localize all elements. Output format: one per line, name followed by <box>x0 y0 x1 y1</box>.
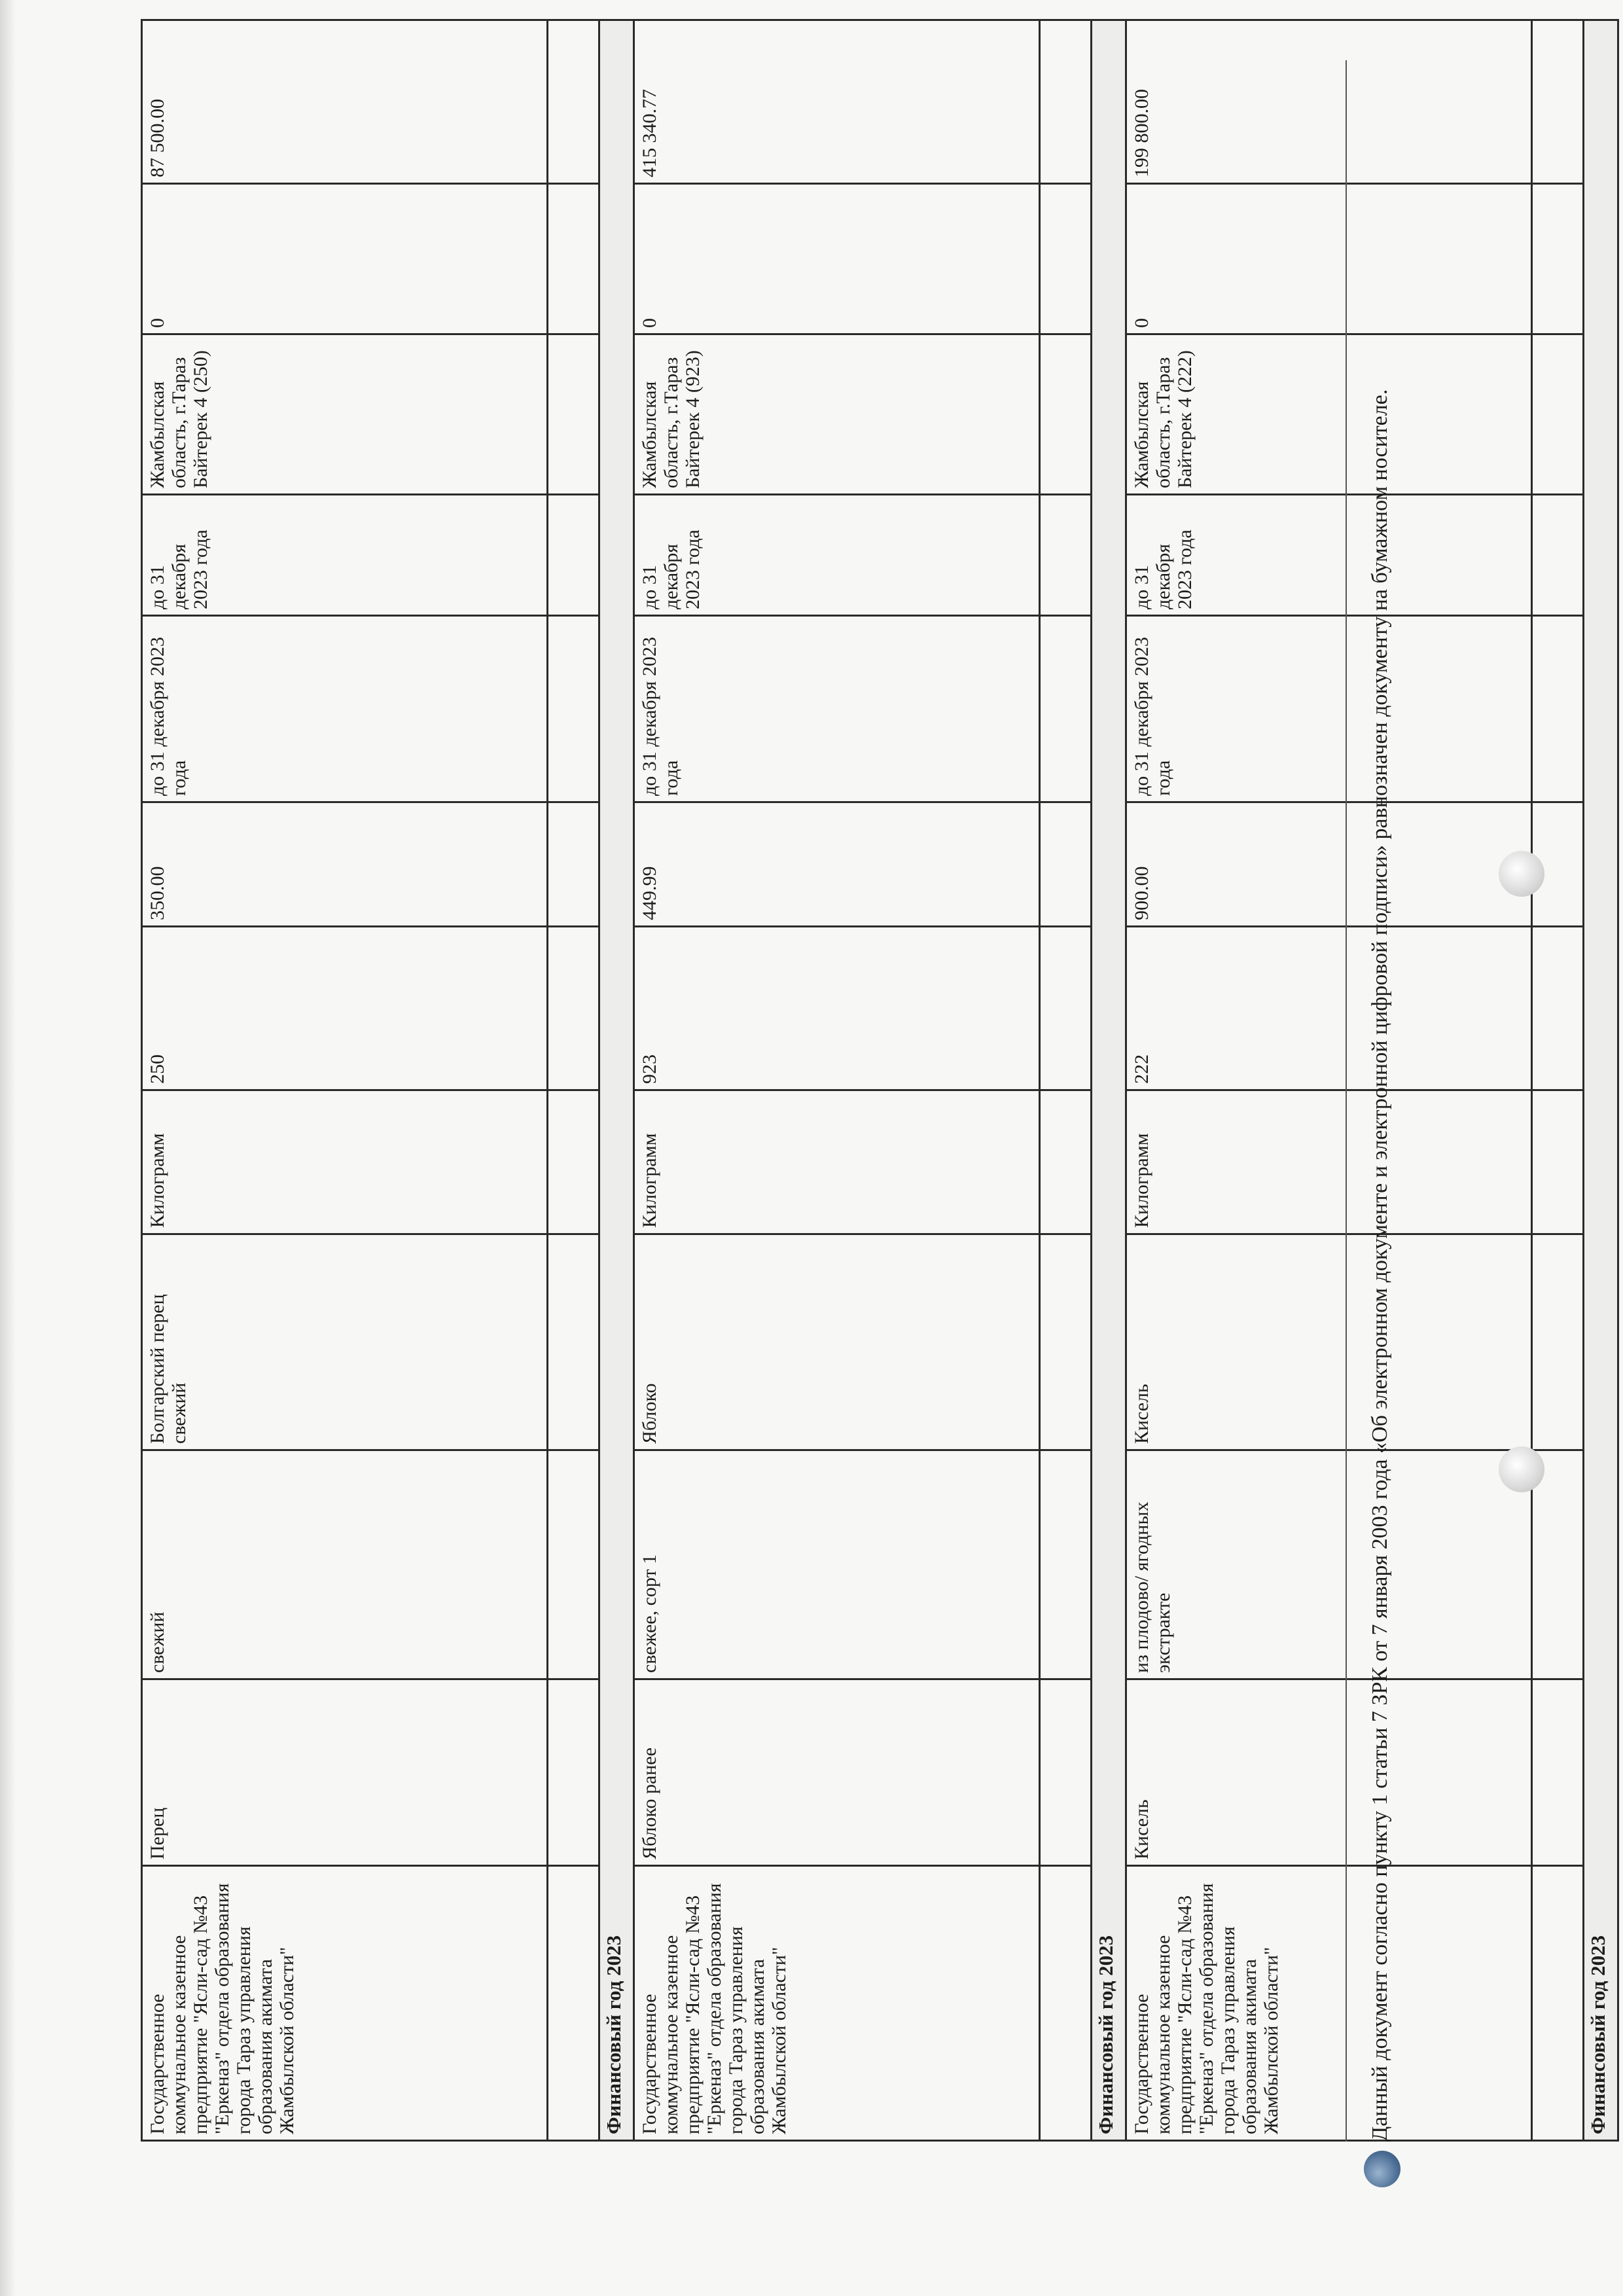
advance-cell: 0 <box>142 184 548 334</box>
unit-cell: Килограмм <box>1126 1090 1532 1234</box>
financial-year-label: Финансовый год 2023 <box>1584 20 1618 2141</box>
term-cell: до 31 декабря 2023 года <box>1126 616 1532 802</box>
egov-logo-icon <box>1364 2151 1400 2187</box>
quantity-cell: 250 <box>142 927 548 1090</box>
footer-text: Данный документ согласно пункту 1 статьи 7 ЗРК от 7 января 2003 года «Об электронном документе и электронной цифровой подписи» равнозначен документу на бумажном носителе. <box>1368 389 1392 2142</box>
characteristic-cell: свежий <box>142 1450 548 1679</box>
quantity-cell: 923 <box>634 927 1040 1090</box>
customer-cell: Государственное коммунальное казенное предприятие "Ясли-сад №43 "Еркеназ" отдела образования города Тараз управления образования акимата Жамбылской области" <box>634 1866 1040 2141</box>
amount-cell: 199 800.00 <box>1126 20 1532 184</box>
term-cell: до 31 декабря 2023 года <box>634 616 1040 802</box>
financial-year-label: Финансовый год 2023 <box>599 20 634 2141</box>
unit-cell: Килограмм <box>634 1090 1040 1234</box>
table-row <box>634 20 1040 2141</box>
punch-hole-icon <box>1499 851 1544 897</box>
additional-cell: Болгарский перец свежий <box>142 1234 548 1450</box>
term-cell: до 31 декабря 2023 года <box>142 616 548 802</box>
advance-cell: 0 <box>1126 184 1532 334</box>
punch-hole-icon <box>1499 1446 1544 1492</box>
page-edge <box>0 0 16 2296</box>
unit-cell: Килограмм <box>142 1090 548 1234</box>
name-cell: Перец <box>142 1679 548 1866</box>
financial-year-label: Финансовый год 2023 <box>1092 20 1126 2141</box>
amount-cell: 87 500.00 <box>142 20 548 184</box>
quantity-cell: 222 <box>1126 927 1532 1090</box>
customer-cell: Государственное коммунальное казенное предприятие "Ясли-сад №43 "Еркеназ" отдела образования города Тараз управления образования акимата Жамбылской области" <box>1126 1866 1532 2141</box>
empty-row <box>1040 20 1092 2141</box>
table-row <box>142 20 548 2141</box>
legal-footer <box>1368 47 1393 2142</box>
section-header <box>1092 20 1126 2141</box>
price-cell: 350.00 <box>142 802 548 927</box>
advance-cell: 0 <box>634 184 1040 334</box>
delivery-term-cell: до 31 декабря 2023 года <box>1126 495 1532 616</box>
table-row <box>1126 20 1532 2141</box>
delivery-term-cell: до 31 декабря 2023 года <box>634 495 1040 616</box>
delivery-term-cell: до 31 декабря 2023 года <box>142 495 548 616</box>
procurement-table <box>141 19 1619 2142</box>
amount-cell: 415 340.77 <box>634 20 1040 184</box>
characteristic-cell: из плодово/ ягодных экстракте <box>1126 1450 1532 1679</box>
characteristic-cell: свежее, сорт 1 <box>634 1450 1040 1679</box>
place-cell: Жамбылская область, г.Тараз Байтерек 4 (923) <box>634 334 1040 495</box>
place-cell: Жамбылская область, г.Тараз Байтерек 4 (222) <box>1126 334 1532 495</box>
price-cell: 900.00 <box>1126 802 1532 927</box>
customer-cell: Государственное коммунальное казенное предприятие "Ясли-сад №43 "Еркеназ" отдела образования города Тараз управления образования акимата Жамбылской области" <box>142 1866 548 2141</box>
additional-cell: Яблоко <box>634 1234 1040 1450</box>
name-cell: Яблоко ранее <box>634 1679 1040 1866</box>
name-cell: Кисель <box>1126 1679 1532 1866</box>
section-header <box>599 20 634 2141</box>
footer-divider <box>1346 60 1347 2142</box>
place-cell: Жамбылская область, г.Тараз Байтерек 4 (250) <box>142 334 548 495</box>
section-header <box>1584 20 1618 2141</box>
additional-cell: Кисель <box>1126 1234 1532 1450</box>
price-cell: 449.99 <box>634 802 1040 927</box>
empty-row <box>548 20 599 2141</box>
empty-row <box>1532 20 1584 2141</box>
